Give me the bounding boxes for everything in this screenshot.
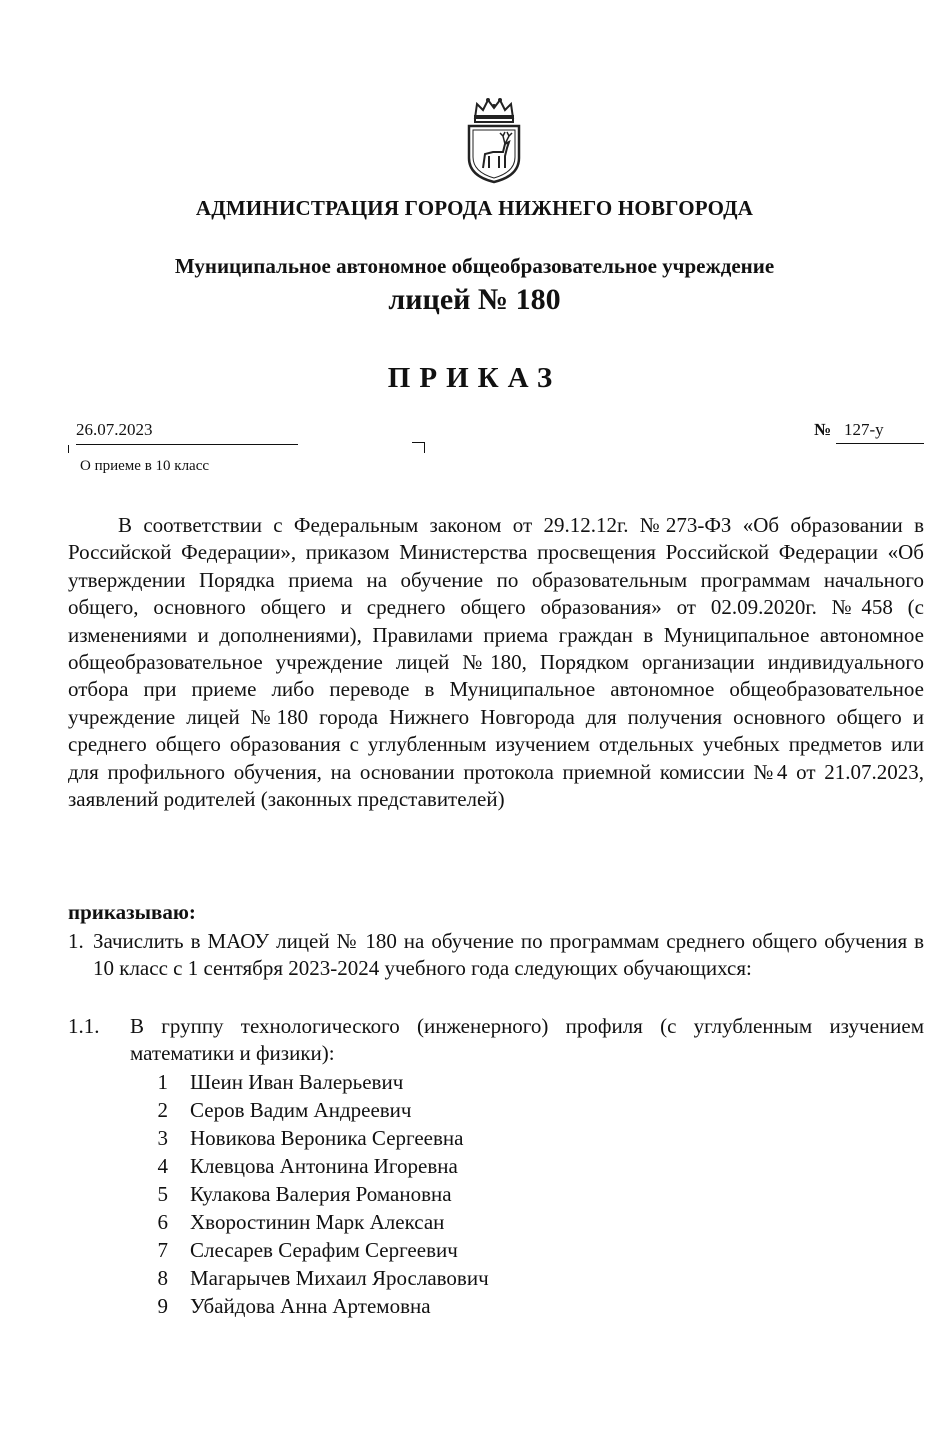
student-name: Серов Вадим Андреевич: [190, 1098, 412, 1122]
order-directive: приказываю:: [68, 900, 196, 924]
document-type: ПРИКАЗ: [387, 362, 562, 394]
student-name: Новикова Вероника Сергеевна: [190, 1126, 464, 1150]
item-text: В группу технологического (инженерного) профиля (с углубленным изучением математики и физики):: [130, 1014, 924, 1066]
student-number: 4: [157, 1154, 168, 1178]
item-text: Зачислить в МАОУ лицей № 180 на обучение по программам среднего общего обучения в 10 класс с 1 сентября 2023-2024 учебного года следующих обучающихся:: [93, 929, 924, 981]
list-item: [150, 1097, 489, 1125]
administration-title: АДМИНИСТРАЦИЯ ГОРОДА НИЖНЕГО НОВГОРОДА: [195, 196, 754, 220]
student-number: 1: [157, 1070, 168, 1094]
lyceum-title: лицей № 180: [388, 283, 561, 316]
list-item: [150, 1125, 489, 1153]
student-number: 8: [157, 1266, 168, 1290]
list-item: [150, 1237, 489, 1265]
coat-of-arms-icon: [463, 96, 525, 184]
item-number: 1.: [68, 929, 84, 953]
student-number: 2: [157, 1098, 168, 1122]
student-name: Клевцова Антонина Игоревна: [190, 1154, 458, 1178]
corner-mark-right: [412, 442, 425, 453]
preamble-paragraph: В соответствии с Федеральным законом от 29.12.12г. №273-ФЗ «Об образовании в Российской Федерации», приказом Министерства просвещения Российской Федерации «Об утверждении Порядка приема на обучение по образовательным программам начального общего, основного общего и среднего общего образования» от 02.09.2020г. №458 (с изменениями и дополнениями), Правилами приема граждан в Муниципальное автономное общеобразовательное учреждение лицей №180, Порядком организации индивидуального отбора при приеме либо переводе в Муниципальное автономное общеобразовательное учреждение лицей №180 города Нижнего Новгорода для получения основного общего и среднего общего образования с углубленным изучением отдельных учебных предметов или для профильного обучения, на основании протокола приемной комиссии №4 от 21.07.2023, заявлений родителей (законных представителей): [68, 513, 924, 812]
student-number: 7: [157, 1238, 168, 1262]
student-list: [150, 1069, 489, 1321]
list-item: [150, 1181, 489, 1209]
student-name: Шеин Иван Валерьевич: [190, 1070, 404, 1094]
order-number: 127-у: [836, 420, 924, 444]
student-name: Убайдова Анна Артемовна: [190, 1294, 431, 1318]
list-item: [150, 1153, 489, 1181]
item-number: 1.1.: [68, 1014, 100, 1038]
list-item: [150, 1265, 489, 1293]
student-number: 6: [157, 1210, 168, 1234]
order-item-1-1: [68, 1013, 924, 1068]
list-item: [150, 1293, 489, 1321]
list-item: [150, 1209, 489, 1237]
student-number: 3: [157, 1126, 168, 1150]
order-date: 26.07.2023: [76, 420, 298, 445]
order-item-1: [68, 928, 924, 983]
student-number: 9: [157, 1294, 168, 1318]
institution-title: Муниципальное автономное общеобразовательное учреждение: [174, 254, 775, 278]
order-subject: О приеме в 10 класс: [80, 458, 210, 474]
student-name: Магарычев Михаил Ярославович: [190, 1266, 489, 1290]
student-name: Слесарев Серафим Сергеевич: [190, 1238, 458, 1262]
student-name: Хворостинин Марк Алексан: [190, 1210, 445, 1234]
corner-mark-left: [68, 445, 69, 453]
student-number: 5: [157, 1182, 168, 1206]
student-name: Кулакова Валерия Романовна: [190, 1182, 452, 1206]
order-number-label: №: [814, 420, 832, 439]
list-item: [150, 1069, 489, 1097]
